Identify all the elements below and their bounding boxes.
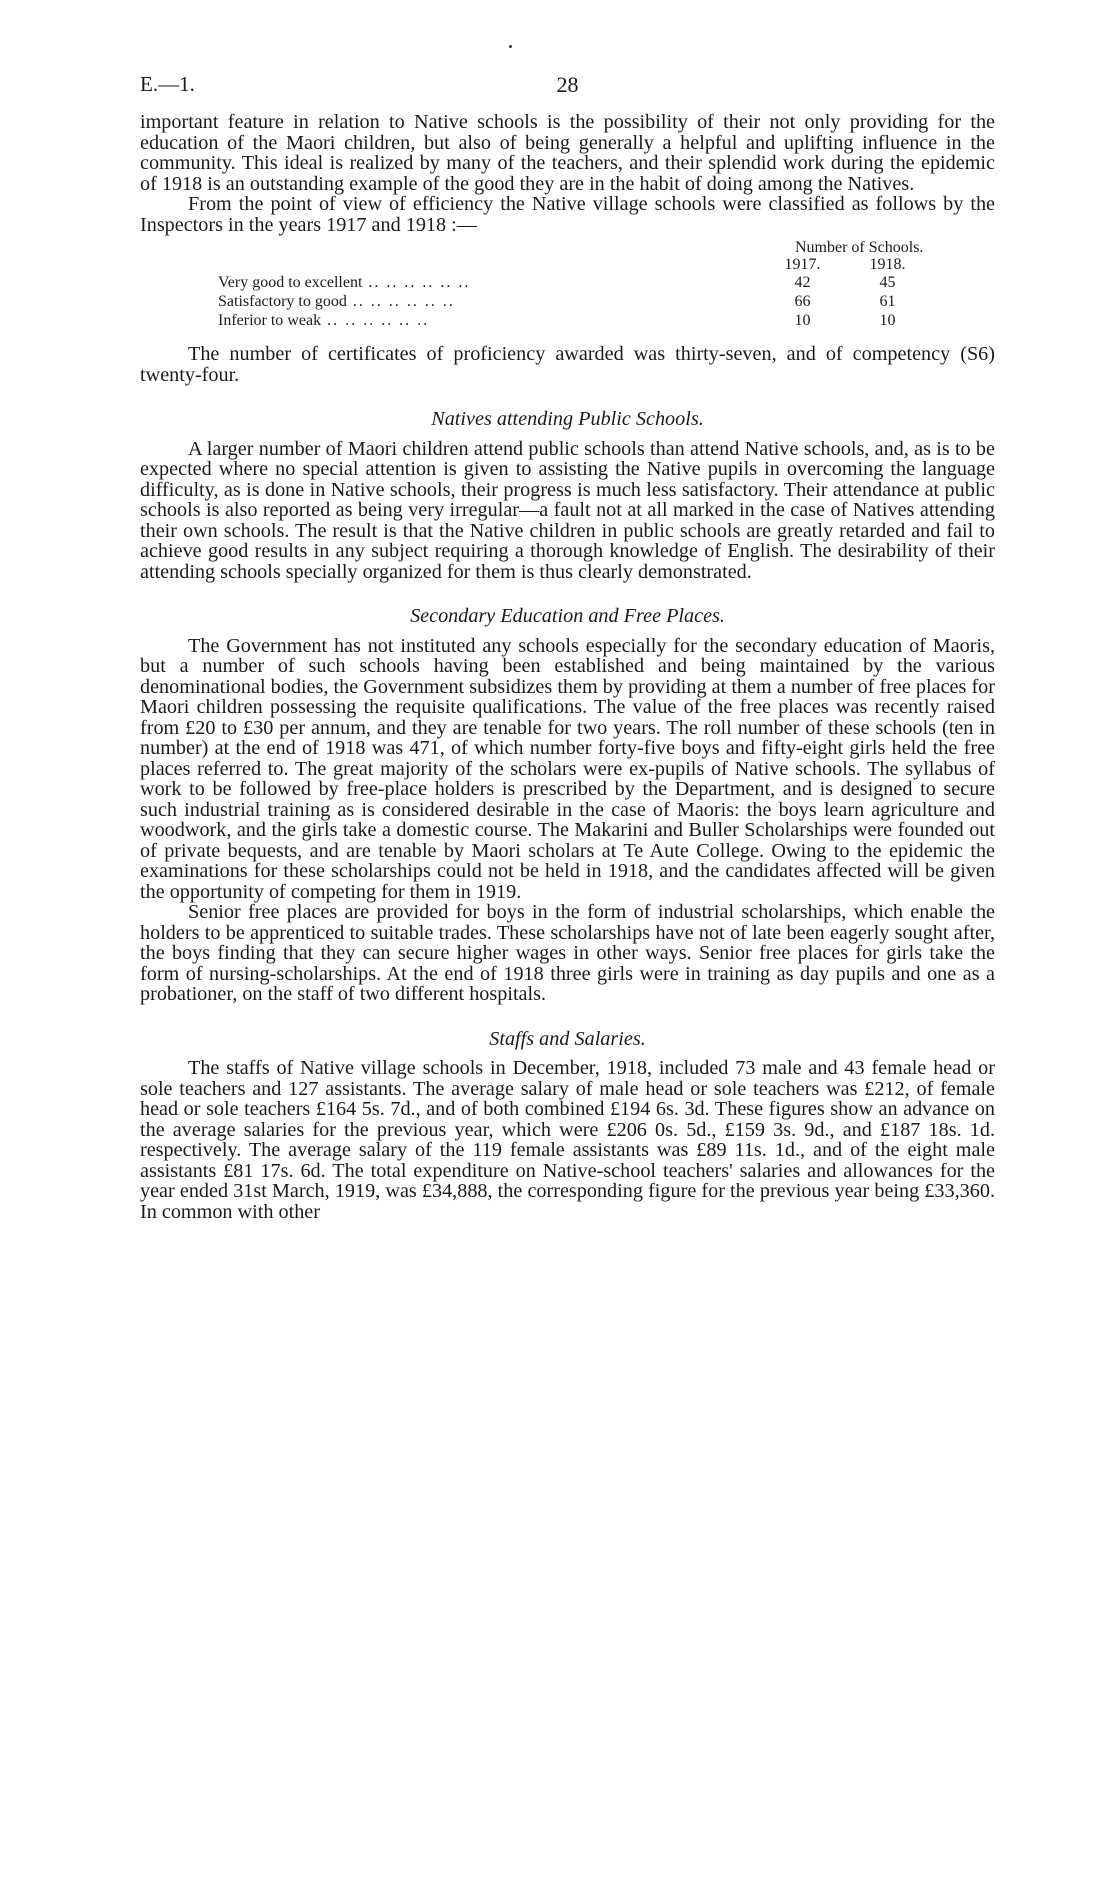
print-speck [509,45,512,48]
cell-1918: 10 [879,312,896,329]
cell-1917: 66 [794,293,811,310]
page-number: 28 [556,72,579,97]
row-label: Very good to excellent [218,274,363,291]
table-header-row [140,256,995,273]
column-header-1918: 1918. [869,256,906,273]
cell-1917: 10 [794,312,811,329]
paragraph-efficiency-intro: From the point of view of efficiency the Native village schools were classified as follows by the Inspectors in the years 1917 and 1918 :— [140,193,995,236]
page-header [140,72,995,102]
heading-staffs-salaries: Staffs and Salaries. [489,1027,646,1050]
table-caption: Number of Schools. [795,239,924,256]
classification-table [140,239,995,330]
dot-leader: .. .. .. .. .. .. [321,312,430,329]
paragraph-staffs-salaries: The staffs of Native village schools in December, 1918, included 73 male and 43 female head or sole teachers and 127 assistants. The average salary of male head or sole teachers was £212, of female head or sole teachers £164 5s. 7d., and of both combined £194 6s. 3d. These figures show an advance on the average salaries for the previous year, which were £206 0s. 5d., £159 3s. 9d., and £187 18s. 1d. respectively. The average salary of the 119 female assistants was £89 11s. 1d., and of the eight male assistants £81 17s. 6d. The total expenditure on Native-school teachers' salaries and allowances for the year ended 31st March, 1919, was £34,888, the corresponding figure for the previous year being £33,360. In common with other [140,1057,995,1223]
paragraph-public-schools: A larger number of Maori children attend public schools than attend Native schools, and, as is to be expected where no special attention is given to assisting the Native pupils in overcoming the language difficulty, as is done in Native schools, their progress is much less satisfactory. Their attendance at public schools is also reported as being very irregular—a fault not at all marked in the case of Natives attending their own schools. The result is that the Native children in public schools are greatly retarded and fail to achieve good results in any subject requiring a thorough knowledge of English. The desirability of their attending schools specially organized for them is thus clearly demonstrated. [140,437,995,583]
cell-1918: 45 [879,274,896,291]
document-reference: E.—1. [140,72,195,96]
paragraph-secondary-education: The Government has not instituted any schools especially for the secondary education of Maoris, but a number of such schools having been established and being maintained by the various denominational bodies, the Government subsidizes them by providing at them a number of free places for Maori children possessing the requisite qualifications. The value of the free places was recently raised from £20 to £30 per annum, and they are tenable for two years. The roll number of these schools (ten in number) at the end of 1918 was 471, of which number forty-five boys and fifty-eight girls held the free places referred to. The great majority of the scholars were ex-pupils of Native schools. The syllabus of work to be followed by free-place holders is prescribed by the Department, and is designed to secure such industrial training as is considered desirable in the case of Maoris: the boys learn agriculture and woodwork, and the girls take a domestic course. The Makarini and Buller Scholarships were founded out of private bequests, and are tenable by Maori scholars at Te Aute College. Owing to the epidemic the examinations for these scholarships could not be held in 1918, and the candidates affected will be given the opportunity of competing for them in 1919. [140,634,995,903]
dot-leader: .. .. .. .. .. .. [346,293,455,310]
document-body [140,112,995,1222]
table-row [140,292,995,311]
dot-leader: .. .. .. .. .. .. [362,274,471,291]
cell-1918: 61 [879,293,896,310]
column-header-1917: 1917. [784,256,821,273]
table-row [140,273,995,292]
paragraph-certificates: The number of certificates of proficiency awarded was thirty-seven, and of competency (S6) twenty-four. [140,343,995,386]
heading-secondary-education: Secondary Education and Free Places. [410,605,725,627]
row-label: Inferior to weak [218,312,322,329]
row-label: Satisfactory to good [218,293,347,310]
paragraph-senior-free-places: Senior free places are provided for boys in the form of industrial scholarships, which enable the holders to be apprenticed to suitable trades. These scholarships have not of late been eagerly sought after, the boys finding that they can secure higher wages in other ways. Senior free places for girls take the form of nursing-scholarships. At the end of 1918 three girls were in training as day pupils and one as a probationer, on the staff of two different hospitals. [140,901,995,1005]
paragraph-native-schools-influence: important feature in relation to Native schools is the possibility of their not only providing for the education of the Maori children, but also of being generally a helpful and uplifting influence in the community. This ideal is realized by many of the teachers, and their splendid work during the epidemic of 1918 is an outstanding example of the good they are in the habit of doing among the Natives. [140,111,995,195]
heading-natives-public-schools: Natives attending Public Schools. [431,408,704,430]
table-row [140,311,995,330]
cell-1917: 42 [794,274,811,291]
